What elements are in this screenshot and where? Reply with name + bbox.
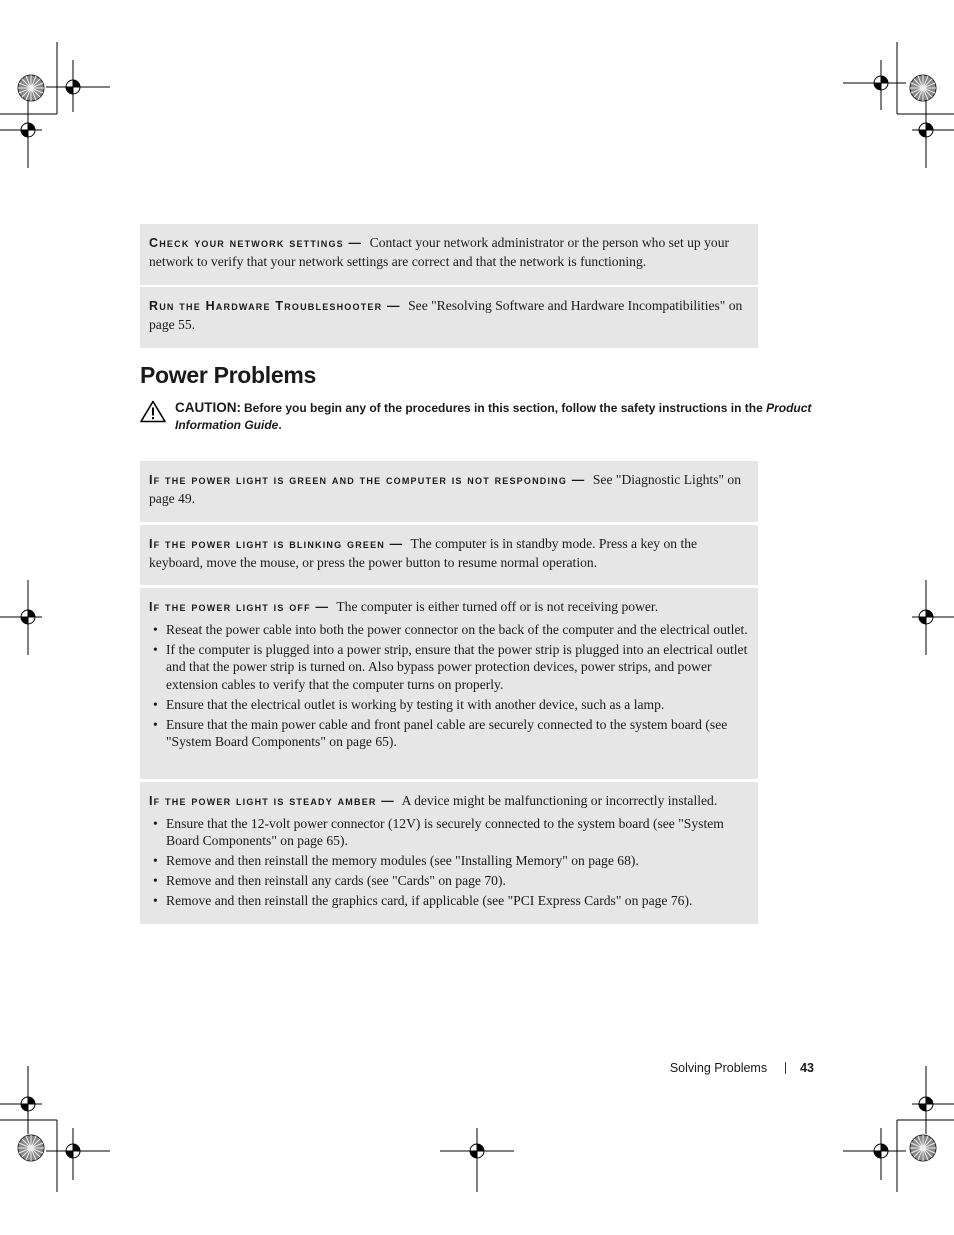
power-off-block bbox=[140, 588, 758, 779]
block-lead: If the power light is steady amber — bbox=[149, 794, 395, 808]
power-green-not-responding-block bbox=[140, 461, 758, 522]
list-item: • Remove and then reinstall the memory modules (see "Installing Memory" on page 68). bbox=[149, 852, 749, 870]
list-item: • If the computer is plugged into a power strip, ensure that the power strip is plugged into an electrical outlet and that the power strip is turned on. Also bypass power protection devices, power strips, and power extension cables to verify that the computer turns on properly. bbox=[149, 641, 749, 694]
block-lead: If the power light is off — bbox=[149, 600, 330, 614]
power-blinking-green-block bbox=[140, 525, 758, 585]
star-target-icon bbox=[910, 75, 936, 101]
block-lead: If the power light is blinking green — bbox=[149, 537, 404, 551]
section-title: Power Problems bbox=[140, 362, 317, 388]
hardware-troubleshooter-block bbox=[140, 287, 758, 348]
block-text: See "Resolving Software and Hardware Incompatibilities" on page 55. bbox=[149, 298, 743, 332]
bullet-list bbox=[149, 621, 749, 751]
caution-end: . bbox=[278, 418, 282, 432]
star-target-icon bbox=[18, 75, 44, 101]
list-item: • Remove and then reinstall any cards (see "Cards" on page 70). bbox=[149, 872, 749, 890]
block-text: A device might be malfunctioning or incorrectly installed. bbox=[401, 793, 718, 808]
list-item: • Remove and then reinstall the graphics card, if applicable (see "PCI Express Cards" on page 76). bbox=[149, 892, 749, 910]
list-item: • Ensure that the 12-volt power connector (12V) is securely connected to the system board (see "System Board Components" on page 65). bbox=[149, 815, 749, 850]
block-text: The computer is either turned off or is not receiving power. bbox=[336, 599, 659, 614]
star-target-icon bbox=[910, 1135, 936, 1161]
block-lead: Run the Hardware Troubleshooter — bbox=[149, 299, 401, 313]
bullet-list bbox=[149, 815, 749, 910]
caution-label: CAUTION: bbox=[175, 400, 241, 415]
list-item: • Reseat the power cable into both the power connector on the back of the computer and the electrical outlet. bbox=[149, 621, 749, 639]
caution-text: Before you begin any of the procedures in this section, follow the safety instructions in the bbox=[244, 401, 767, 415]
power-steady-amber-block bbox=[140, 782, 758, 924]
block-text: Contact your network administrator or the person who set up your network to verify that your network settings are correct and that the network is functioning. bbox=[149, 235, 730, 269]
page-footer bbox=[600, 1061, 814, 1075]
block-lead: If the power light is green and the computer is not responding — bbox=[149, 473, 586, 487]
list-item: • Ensure that the electrical outlet is working by testing it with another device, such as a lamp. bbox=[149, 696, 749, 714]
warning-triangle-icon bbox=[140, 400, 166, 423]
list-item: • Ensure that the main power cable and front panel cable are securely connected to the system board (see "System Board Components" on page 65). bbox=[149, 716, 749, 751]
footer-section: Solving Problems bbox=[669, 1061, 768, 1075]
footer-divider bbox=[785, 1062, 786, 1074]
page-number: 43 bbox=[800, 1061, 814, 1075]
block-text: The computer is in standby mode. Press a key on the keyboard, move the mouse, or press the power button to resume normal operation. bbox=[149, 536, 698, 570]
block-text: See "Diagnostic Lights" on page 49. bbox=[149, 472, 742, 506]
star-target-icon bbox=[18, 1135, 44, 1161]
block-lead: Check your network settings — bbox=[149, 236, 363, 250]
caution-guide-title: Product Information Guide bbox=[175, 401, 812, 432]
network-settings-block bbox=[140, 224, 758, 285]
caution-notice bbox=[140, 399, 812, 434]
